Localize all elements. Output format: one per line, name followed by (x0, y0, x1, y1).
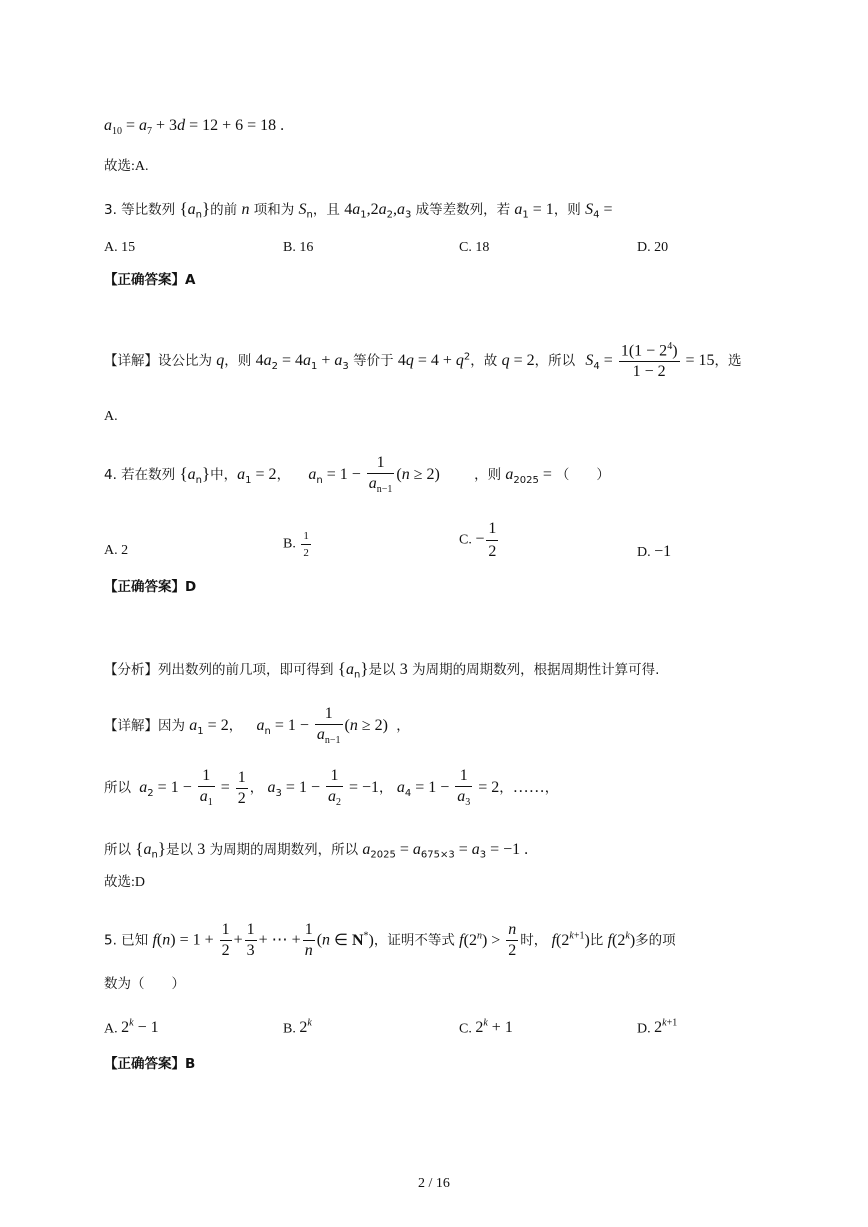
q4-option-a: A. 2 (104, 543, 129, 558)
q3-option-c: C. 18 (459, 240, 490, 255)
q4-answer: 【正确答案】D (104, 579, 197, 595)
q4-detail-1: 【详解】因为 $a_1 = 2$， $a_n = 1$ − $\frac{1}{a_{n-1}}$ (n ≥ 2) ， (104, 705, 410, 747)
q4-detail-3: 所以 $\{a_n\}$是以 3 为周期的周期数列，所以 $a_{2025} = a_{675\times 3} = a_3 = -1$ . (104, 839, 529, 861)
formula-line-a10: $a_{10} = a_7 + 3d = 12 + 6 = 18$ . (104, 117, 285, 137)
question-5-stem-cont: 数为（ ） (104, 976, 185, 992)
q5-option-d: D. $2^{k+1}$ (637, 1018, 678, 1037)
q4-option-c: C. − $\frac{1}{2}$ (459, 520, 497, 560)
q3-option-d: D. 20 (637, 240, 669, 255)
q4-analysis: 【分析】列出数列的前几项，即可得到 $\{a_n\}$是以 3 为周期的周期数列，根据周期性计算可得. (104, 659, 660, 681)
q3-detail-cont: A. (104, 409, 118, 424)
q3-option-a: A. 15 (104, 240, 136, 255)
q5-option-c: C. $2^k + 1$ (459, 1018, 513, 1037)
page-number: 2 / 16 (418, 1176, 450, 1191)
q4-option-d: D. −1 (637, 543, 672, 560)
q4-option-b: B. $\frac{1}{2}$ (283, 530, 309, 559)
q3-option-b: B. 16 (283, 240, 314, 255)
s4-fraction: $\frac{1(1 - 2^4)}{1 - 2}$ (620, 341, 678, 381)
q4-detail-2: 所以 $a_2 = 1$ − $\frac{1}{a_1}$ = $\frac{1}{2}$ ， $a_3 = 1$ − $\frac{1}{a_2}$ = −1， $a_4 = 1$ − $\frac{1}{a_3}$ = 2，……， (104, 767, 559, 809)
q3-detail: 【详解】设公比为 q，则 $4a_2 = 4a_1 + a_3$ 等价于 $4q = 4 + q^2$，故 q = 2，所以 $S_4$ = $\frac{1(1 - 2^4)}{1 - 2}$ = 15，选 (104, 341, 742, 381)
question-5-stem: 5. 已知 f(n) = 1 + $\frac{1}{2}$ + $\frac{1}{3}$ + ⋯ + $\frac{1}{n}$ (n ∈ N*)，证明不等式 $f(2^n)$ > $\frac{n}{2}$ 时， $f(2^{k+1})$比 f(2$^k$)多的项 (104, 921, 676, 959)
q3-answer: 【正确答案】A (104, 272, 196, 288)
choice-line: 故选:A. (104, 158, 149, 174)
q5-option-a: A. $2^k - 1$ (104, 1018, 159, 1037)
question-4-stem: 4. 若在数列 $\{a_n\}$中，$a_1 = 2$， $a_n = 1$ − $\frac{1}{a_{n-1}}$ (n ≥ 2) ，则 $a_{2025}$ = （ ） (104, 454, 610, 496)
q5-answer: 【正确答案】B (104, 1056, 196, 1072)
question-3-stem: 3. 等比数列 $\{a_n\}$的前 n 项和为 $S_n$，且 $4a_1,2a_2,a_3$ 成等差数列，若 $a_1 = 1$，则 $S_4$ = (104, 199, 613, 221)
q5-option-b: B. 2$^k$ (283, 1018, 312, 1037)
q4-choice: 故选:D (104, 874, 145, 890)
